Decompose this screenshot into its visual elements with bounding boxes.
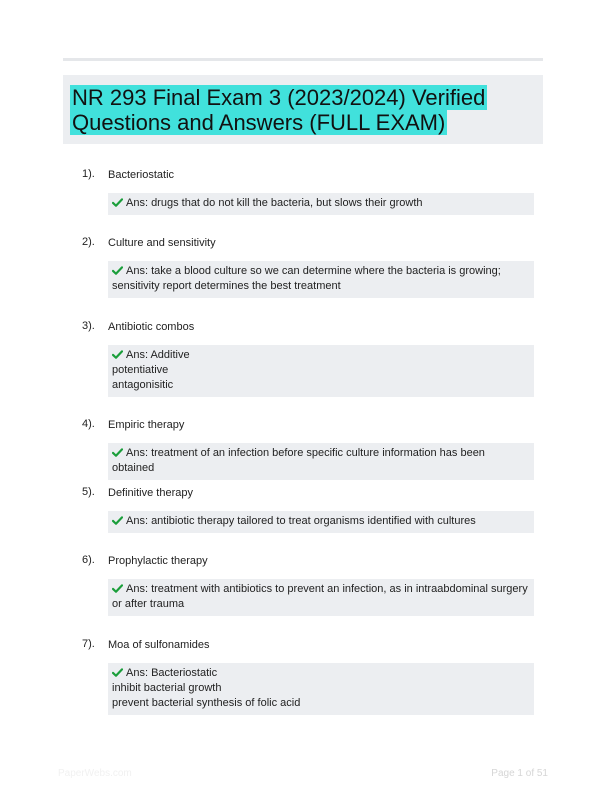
question-text: Definitive therapy — [108, 487, 193, 499]
header-divider — [63, 58, 543, 61]
answer-line — [112, 514, 530, 529]
question-number: 5). — [82, 486, 95, 498]
question-number: 1). — [82, 168, 95, 180]
answer-text: Ans: Additive — [126, 349, 190, 361]
question-text: Prophylactic therapy — [108, 555, 208, 567]
answer-text: Ans: Bacteriostatic — [126, 667, 218, 679]
checkmark-icon — [112, 198, 123, 207]
answer-line — [112, 264, 530, 294]
question-text: Empiric therapy — [108, 419, 185, 431]
question-text: Culture and sensitivity — [108, 237, 216, 249]
answer-line — [112, 681, 530, 696]
answer-text: Ans: take a blood culture so we can determine where the bacteria is growing; sensitivity report determines the best treatment — [112, 265, 504, 292]
answer-text: Ans: drugs that do not kill the bacteria, but slows their growth — [126, 197, 423, 209]
answer-line — [112, 196, 530, 211]
answer-line — [112, 696, 530, 711]
answer-line — [112, 446, 530, 476]
question-number: 4). — [82, 418, 95, 430]
answer-text: prevent bacterial synthesis of folic acid — [112, 697, 301, 709]
checkmark-icon — [112, 448, 123, 457]
question-number: 3). — [82, 320, 95, 332]
answer-box — [108, 345, 534, 397]
answer-text: potentiative — [112, 364, 169, 376]
answer-line — [112, 378, 530, 393]
question-text: Antibiotic combos — [108, 321, 195, 333]
answer-box — [108, 579, 534, 616]
question-number: 7). — [82, 638, 95, 650]
footer-watermark: PaperWebs.com — [58, 768, 132, 779]
question-text: Bacteriostatic — [108, 169, 175, 181]
answer-box — [108, 511, 534, 533]
answer-box — [108, 663, 534, 715]
answer-line — [112, 363, 530, 378]
checkmark-icon — [112, 584, 123, 593]
answer-line — [112, 666, 530, 681]
answer-box — [108, 261, 534, 298]
checkmark-icon — [112, 668, 123, 677]
checkmark-icon — [112, 266, 123, 275]
question-text: Moa of sulfonamides — [108, 639, 210, 651]
answer-text: antagonisitic — [112, 379, 174, 391]
checkmark-icon — [112, 350, 123, 359]
answer-text: inhibit bacterial growth — [112, 682, 222, 694]
title-banner — [63, 75, 543, 144]
question-number: 6). — [82, 554, 95, 566]
answer-box — [108, 443, 534, 480]
document-title: NR 293 Final Exam 3 (2023/2024) Verified Questions and Answers (FULL EXAM) — [72, 85, 486, 135]
answer-line — [112, 348, 530, 363]
answer-text: Ans: treatment of an infection before specific culture information has been obtained — [112, 447, 488, 474]
answer-text: Ans: antibiotic therapy tailored to treat organisms identified with cultures — [126, 515, 476, 527]
answer-box — [108, 193, 534, 215]
answer-line — [112, 582, 530, 612]
page-indicator: Page 1 of 51 — [491, 768, 548, 779]
answer-text: Ans: treatment with antibiotics to prevent an infection, as in intraabdominal surgery or after trauma — [112, 583, 531, 610]
checkmark-icon — [112, 516, 123, 525]
question-number: 2). — [82, 236, 95, 248]
